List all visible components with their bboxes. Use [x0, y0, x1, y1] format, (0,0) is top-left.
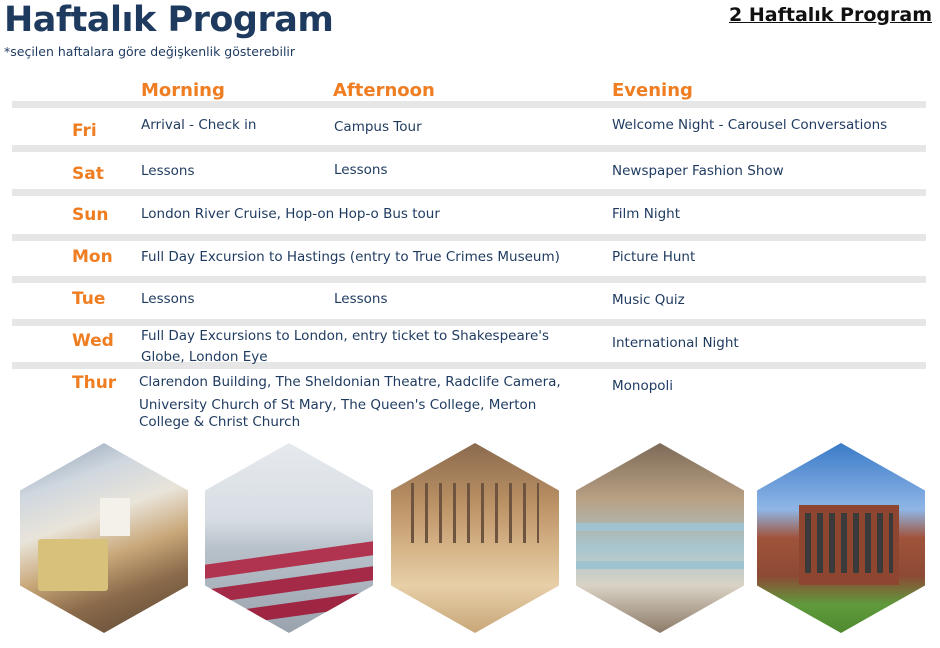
evening-activity: Picture Hunt — [612, 249, 696, 265]
day-label: Wed — [72, 331, 114, 351]
day-label: Sat — [72, 164, 104, 184]
bedroom-photo — [20, 443, 188, 633]
row-divider — [12, 145, 926, 152]
morning-activity-line: Globe, London Eye — [141, 349, 268, 365]
evening-activity: Welcome Night - Carousel Conversations — [612, 117, 888, 133]
lecture-hall-photo — [205, 443, 373, 633]
atrium-steps-photo — [391, 443, 559, 633]
row-divider — [12, 276, 926, 283]
afternoon-activity: Lessons — [334, 291, 388, 307]
column-header-afternoon: Afternoon — [333, 80, 435, 101]
morning-activity: London River Cruise, Hop-on Hop-o Bus tour — [141, 206, 440, 222]
page-title: Haftalık Program — [4, 0, 334, 40]
morning-activity-line: University Church of St Mary, The Queen's College, Merton — [139, 397, 537, 413]
day-label: Tue — [72, 289, 106, 309]
morning-activity: Arrival - Check in — [141, 117, 257, 133]
morning-activity-line: College & Christ Church — [139, 414, 301, 430]
row-divider — [12, 319, 926, 326]
afternoon-activity: Lessons — [334, 162, 388, 178]
evening-activity: Monopoli — [612, 378, 674, 394]
morning-activity — [139, 372, 561, 432]
afternoon-activity: Campus Tour — [334, 119, 422, 135]
page-subtitle: *seçilen haftalara göre değişkenlik gösterebilir — [4, 44, 296, 59]
evening-activity: Music Quiz — [612, 292, 685, 308]
evening-activity: Newspaper Fashion Show — [612, 163, 784, 179]
column-header-evening: Evening — [612, 80, 693, 101]
row-divider — [12, 234, 926, 241]
day-label: Fri — [72, 121, 97, 141]
day-label: Thur — [72, 373, 117, 393]
library-atrium-photo — [576, 443, 744, 633]
two-week-program-link[interactable]: 2 Haftalık Program — [729, 4, 932, 26]
evening-activity: Film Night — [612, 206, 680, 222]
day-label: Sun — [72, 205, 109, 225]
morning-activity: Lessons — [141, 291, 195, 307]
day-label: Mon — [72, 247, 113, 267]
evening-activity: International Night — [612, 335, 739, 351]
morning-activity: Lessons — [141, 163, 195, 179]
column-header-morning: Morning — [141, 80, 225, 101]
morning-activity-line: Clarendon Building, The Sheldonian Theatre, Radclife Camera, — [139, 374, 561, 390]
morning-activity: Full Day Excursion to Hastings (entry to True Crimes Museum) — [141, 249, 560, 265]
campus-building-photo — [757, 443, 925, 633]
row-divider — [12, 101, 926, 108]
row-divider — [12, 189, 926, 196]
morning-activity — [141, 326, 549, 368]
morning-activity-line: Full Day Excursions to London, entry ticket to Shakespeare's — [141, 328, 550, 344]
